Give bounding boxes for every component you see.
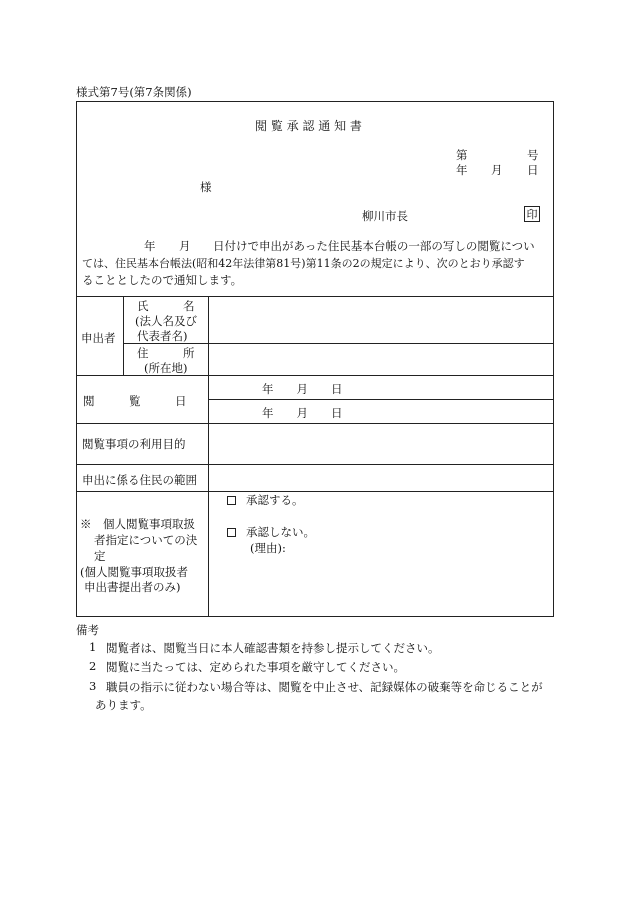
remarks-title: 備考 xyxy=(76,623,99,637)
remark-num-1: 1 xyxy=(89,640,97,654)
number-prefix: 第 xyxy=(456,148,468,162)
form-number: 様式第7号(第7条関係) xyxy=(76,85,192,99)
divider xyxy=(123,296,124,375)
decision-label-4: (個人閲覧事項取扱者 xyxy=(80,565,188,579)
divider xyxy=(76,423,554,424)
purpose-label: 閲覧事項の利用目的 xyxy=(82,437,186,451)
decision-label-2: 者指定についての決 xyxy=(94,533,198,547)
reject-label: 承認しない。 xyxy=(246,525,315,539)
approve-checkbox[interactable] xyxy=(227,496,236,505)
date-month: 月 xyxy=(491,163,503,177)
view-date-row-1: 年 月 日 xyxy=(262,382,343,396)
reason-label: (理由): xyxy=(250,541,286,555)
divider xyxy=(123,343,554,344)
divider xyxy=(76,296,554,297)
issuer-name: 柳川市長 xyxy=(362,209,408,223)
remark-text-1: 閲覧者は、閲覧当日に本人確認書類を持参し提示してください。 xyxy=(106,641,440,655)
seal-mark: 印 xyxy=(524,206,540,222)
view-date-label: 閲 覧 日 xyxy=(83,394,187,408)
scope-label: 申出に係る住民の範囲 xyxy=(82,473,197,487)
remark-text-2: 閲覧に当たっては、定められた事項を厳守してください。 xyxy=(106,660,405,674)
reject-option[interactable] xyxy=(227,524,315,540)
notice-title: 閲 覧 承 認 通 知 書 xyxy=(255,119,362,133)
date-year: 年 xyxy=(456,163,468,177)
addressee-suffix: 様 xyxy=(200,180,212,194)
divider xyxy=(76,491,554,492)
name-label-sub2: 代表者名) xyxy=(137,329,188,343)
decision-label-3: 定 xyxy=(94,549,106,563)
divider xyxy=(76,464,554,465)
approve-label: 承認する。 xyxy=(246,493,304,507)
remark-text-3-cont: あります。 xyxy=(95,698,152,712)
remark-num-3: 3 xyxy=(89,679,97,693)
address-label: 住 所 xyxy=(137,346,195,360)
approve-option[interactable] xyxy=(227,492,304,508)
divider xyxy=(208,296,209,617)
body-line-3: ることとしたので通知します。 xyxy=(82,273,243,287)
divider xyxy=(208,399,554,400)
name-label-sub1: (法人名及び xyxy=(135,314,197,328)
body-line-1: 日付けで申出があった住民基本台帳の一部の写しの閲覧につい xyxy=(213,239,535,253)
remark-num-2: 2 xyxy=(89,659,97,673)
reject-checkbox[interactable] xyxy=(227,528,236,537)
body-year: 年 xyxy=(144,239,156,253)
body-line-2: ては、住民基本台帳法(昭和42年法律第81号)第11条の2の規定により、次のとおり承認す xyxy=(82,257,525,270)
applicant-label: 申出者 xyxy=(81,331,116,345)
remark-text-3: 職員の指示に従わない場合等は、閲覧を中止させ、記録媒体の破棄等を命じることが xyxy=(106,680,543,694)
address-label-sub: (所在地) xyxy=(144,361,188,375)
view-date-row-2: 年 月 日 xyxy=(262,406,343,420)
name-label: 氏 名 xyxy=(137,299,195,313)
decision-label-5: 申出書提出者のみ) xyxy=(84,580,181,594)
body-month: 月 xyxy=(179,239,191,253)
number-suffix: 号 xyxy=(527,148,539,162)
date-day: 日 xyxy=(527,163,539,177)
decision-label-1: ※ 個人閲覧事項取扱 xyxy=(80,517,195,531)
